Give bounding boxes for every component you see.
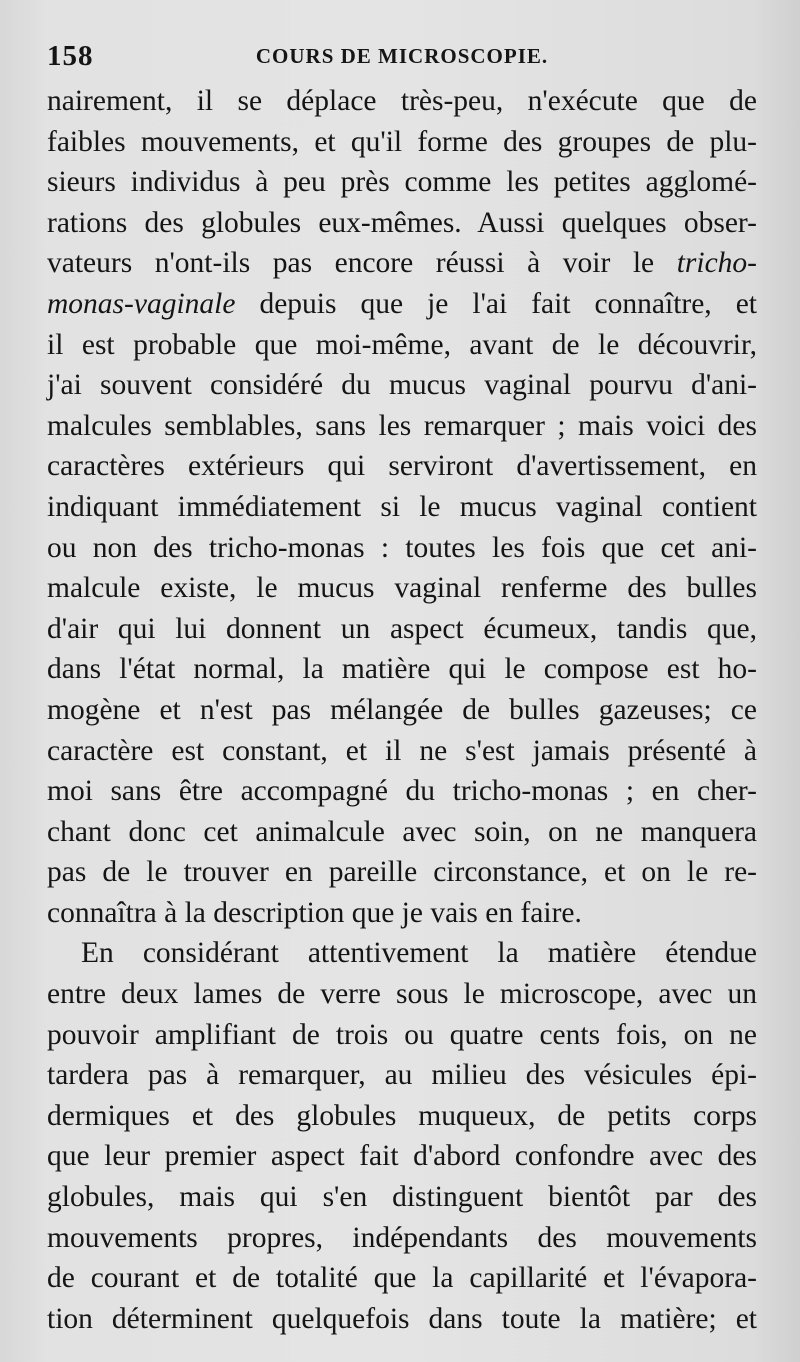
text-line: que leur premier aspect fait d'abord confondre avec des [47, 1140, 757, 1173]
page-number: 158 [47, 40, 94, 72]
text-line: globules, mais qui s'en distinguent bientôt par des [47, 1181, 757, 1214]
text-line: connaîtra à la description que je vais en faire. [47, 896, 582, 929]
text-line: caractères extérieurs qui serviront d'avertissement, en [47, 450, 757, 483]
text-line: ou non des tricho-monas : toutes les fois que cet ani- [47, 531, 757, 564]
text-line: de courant et de totalité que la capillarité et l'évapora- [47, 1262, 757, 1295]
text-line: il est probable que moi-même, avant de le découvrir, [47, 328, 757, 361]
text-line: pouvoir amplifiant de trois ou quatre cents fois, on ne [47, 1018, 757, 1051]
page-header [47, 40, 757, 74]
text-line: tion déterminent quelquefois dans toute la matière; et [47, 1302, 757, 1335]
text-line: faibles mouvements, et qu'il forme des groupes de plu- [47, 125, 757, 158]
body-text [47, 81, 757, 1339]
text-line: d'air qui lui donnent un aspect écumeux, tandis que, [47, 612, 757, 645]
text-line: En considérant attentivement la matière étendue [81, 937, 757, 970]
text-line: sieurs individus à peu près comme les petites agglomé- [47, 166, 757, 199]
text-line: rations des globules eux-mêmes. Aussi quelques obser- [47, 206, 757, 239]
text-line: malcules semblables, sans les remarquer ; mais voici des [47, 409, 757, 442]
text-line: pas de le trouver en pareille circonstance, et on le re- [47, 856, 757, 889]
text-line: indiquant immédiatement si le mucus vaginal contient [47, 490, 757, 523]
text-line: nairement, il se déplace très-peu, n'exécute que de [47, 85, 757, 117]
text-line: tardera pas à remarquer, au milieu des vésicules épi- [47, 1059, 757, 1092]
text-line: dermiques et des globules muqueux, de petits corps [47, 1099, 757, 1132]
italic-term: tricho- [676, 247, 757, 280]
text-line: j'ai souvent considéré du mucus vaginal pourvu d'ani- [47, 369, 757, 402]
text-line: caractère est constant, et il ne s'est jamais présenté à [47, 734, 757, 767]
text-line: monas-vaginale depuis que je l'ai fait connaître, et [47, 287, 757, 320]
text-line: moi sans être accompagné du tricho-monas ; en cher- [47, 775, 757, 808]
text-line: entre deux lames de verre sous le microscope, avec un [47, 978, 757, 1011]
text-line: mogène et n'est pas mélangée de bulles gazeuses; ce [47, 693, 757, 726]
text-line: vateurs n'ont-ils pas encore réussi à voir le tricho- [47, 247, 757, 280]
text-line: dans l'état normal, la matière qui le compose est ho- [47, 653, 757, 686]
running-title: COURS DE MICROSCOPIE. [255, 44, 549, 68]
text-line: chant donc cet animalcule avec soin, on ne manquera [47, 815, 757, 848]
text-line: malcule existe, le mucus vaginal renferme des bulles [47, 572, 757, 605]
text-line: mouvements propres, indépendants des mouvements [47, 1221, 757, 1254]
italic-term: monas-vaginale [47, 287, 236, 320]
